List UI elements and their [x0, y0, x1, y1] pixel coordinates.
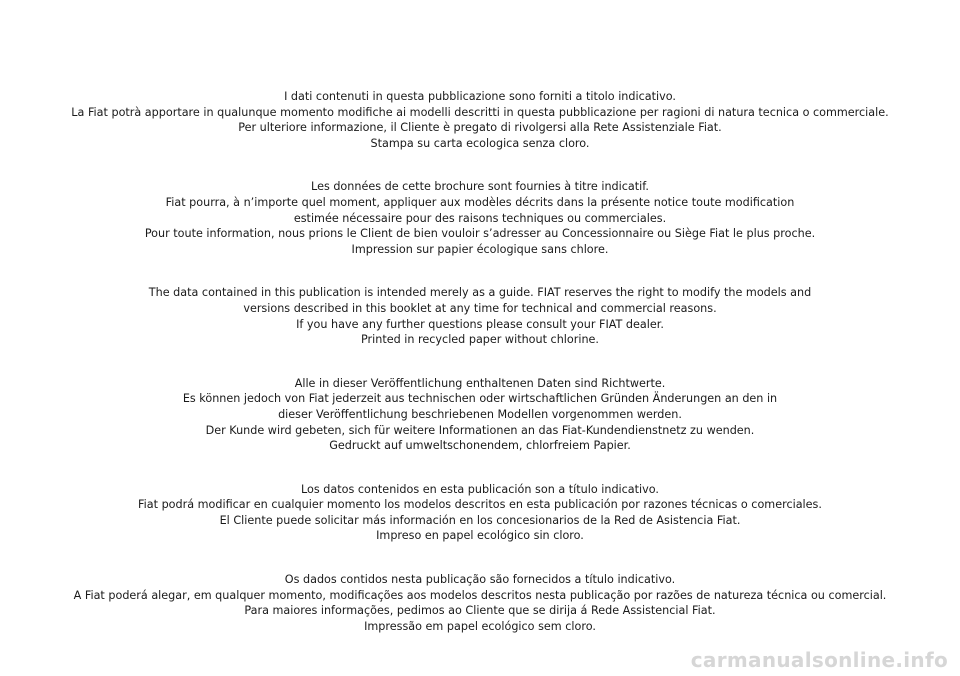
disclaimer-line: Impressão em papel ecológico sem cloro. — [364, 619, 596, 633]
disclaimer-line: dieser Veröffentlichung beschriebenen Modellen vorgenommen werden. — [278, 407, 682, 421]
disclaimer-line: Pour toute information, nous prions le Client de bien vouloir s’adresser au Concessionnaire ou Siège Fiat le plus proche. — [144, 227, 816, 241]
disclaimer-line: Printed in recycled paper without chlorine. — [361, 333, 599, 347]
disclaimer-content — [0, 89, 960, 662]
disclaimer-line: Les données de cette brochure sont fournies à titre indicatif. — [311, 180, 649, 194]
disclaimer-line: Gedruckt auf umweltschonendem, chlorfreiem Papier. — [329, 439, 631, 453]
disclaimer-line: El Cliente puede solicitar más información en los concesionarios de la Red de Asistencia Fiat. — [219, 513, 741, 527]
disclaimer-line: Stampa su carta ecologica senza cloro. — [370, 136, 590, 150]
disclaimer-block-german — [0, 376, 960, 454]
disclaimer-line: The data contained in this publication is intended merely as a guide. FIAT reserves the right to modify the models and — [148, 286, 812, 300]
disclaimer-line: I dati contenuti in questa pubblicazione sono forniti a titolo indicativo. — [284, 90, 676, 103]
disclaimer-line: La Fiat potrà apportare in qualunque momento modifiche ai modelli descritti in questa pubblicazione per ragioni di natura tecnica o commerciale. — [71, 105, 889, 119]
disclaimer-line: Fiat pourra, à n’importe quel moment, appliquer aux modèles décrits dans la présente notice toute modification — [165, 195, 795, 209]
site-watermark: carmanualsonline.info — [690, 648, 948, 672]
disclaimer-line: Alle in dieser Veröffentlichung enthaltenen Daten sind Richtwerte. — [294, 376, 666, 390]
disclaimer-line: Impression sur papier écologique sans chlore. — [351, 242, 609, 256]
disclaimer-block-english — [0, 285, 960, 347]
disclaimer-line: Fiat podrá modificar en cualquier momento los modelos descritos en esta publicación por razones técnicas o comerciales. — [138, 498, 822, 512]
disclaimer-line: Para maiores informações, pedimos ao Cliente que se dirija á Rede Assistencial Fiat. — [244, 604, 716, 618]
disclaimer-line: Los datos contenidos en esta publicación son a título indicativo. — [301, 482, 659, 496]
disclaimer-line: A Fiat poderá alegar, em qualquer momento, modificações aos modelos descritos nesta publicação por razões de natureza técnica ou comercial. — [73, 588, 887, 602]
disclaimer-line: Impreso en papel ecológico sin cloro. — [376, 529, 584, 543]
disclaimer-block-italian — [0, 89, 960, 151]
disclaimer-line: Es können jedoch von Fiat jederzeit aus technischen oder wirtschaftlichen Gründen Änderungen an den in — [182, 392, 778, 406]
disclaimer-line: Os dados contidos nesta publicação são fornecidos a título indicativo. — [284, 573, 676, 587]
disclaimer-block-portuguese — [0, 572, 960, 634]
disclaimer-line: Der Kunde wird gebeten, sich für weitere Informationen an das Fiat-Kundendienstnetz zu wenden. — [205, 423, 755, 437]
disclaimer-line: If you have any further questions please consult your FIAT dealer. — [296, 317, 664, 331]
disclaimer-block-spanish — [0, 482, 960, 544]
disclaimer-line: Per ulteriore informazione, il Cliente è pregato di rivolgersi alla Rete Assistenziale Fiat. — [238, 121, 722, 135]
disclaimer-block-french — [0, 179, 960, 257]
disclaimer-line: estimée nécessaire pour des raisons techniques ou commerciales. — [293, 211, 667, 225]
disclaimer-line: versions described in this booklet at any time for technical and commercial reasons. — [243, 301, 717, 315]
